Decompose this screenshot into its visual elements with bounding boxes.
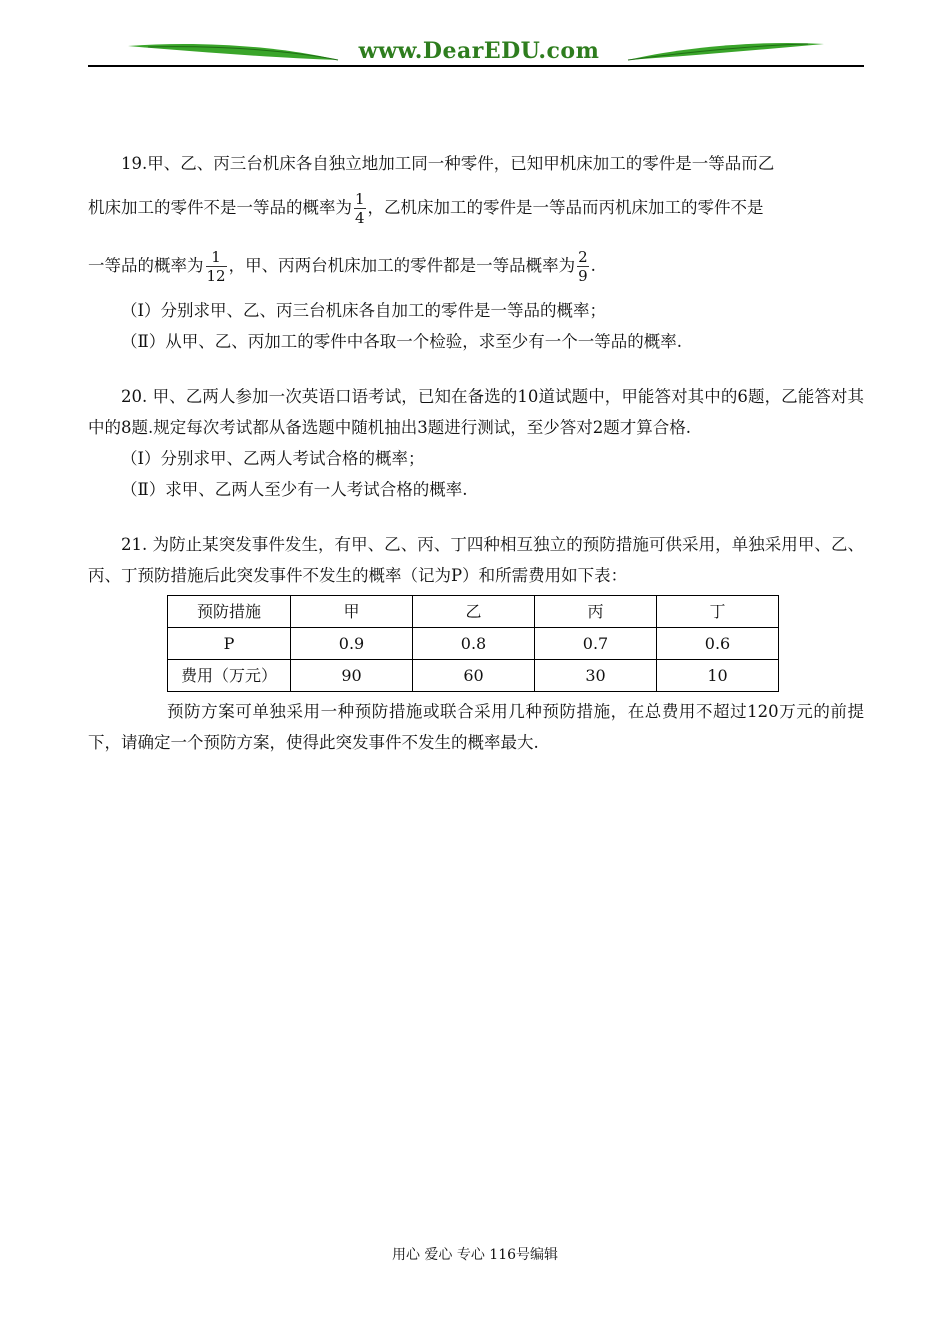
- site-logo[interactable]: www.DearEDU.com: [358, 38, 600, 64]
- frac-den: 9: [578, 267, 588, 285]
- table-cell: 费用（万元）: [168, 660, 291, 692]
- table-cell: 甲: [291, 596, 413, 628]
- table-cell: 丁: [657, 596, 779, 628]
- frac-num: 2: [578, 248, 588, 266]
- q19-part-1: （Ⅰ）分别求甲、乙、丙三台机床各自加工的零件是一等品的概率；: [121, 301, 607, 320]
- document-body: [88, 148, 864, 758]
- q19-line-3: [88, 237, 864, 295]
- table-cell: 60: [413, 660, 535, 692]
- q19-line-2: [88, 179, 864, 237]
- frac-num: 1: [206, 248, 227, 267]
- table-cell: 0.8: [413, 628, 535, 660]
- q19-text-c: 一等品的概率为: [88, 256, 204, 275]
- table-cell: 10: [657, 660, 779, 692]
- fraction-2-9: [577, 248, 589, 285]
- q21-after-text: 预防方案可单独采用一种预防措施或联合采用几种预防措施，在总费用不超过120万元的前提下，请确定一个预防方案，使得此突发事件不发生的概率最大.: [88, 702, 864, 752]
- q20-part-2: （Ⅱ）求甲、乙两人至少有一人考试合格的概率.: [121, 480, 468, 499]
- q19-text-b: ，乙机床加工的零件是一等品而丙机床加工的零件不是: [367, 198, 764, 217]
- table-cell: 0.7: [535, 628, 657, 660]
- fraction-1-4: [354, 190, 366, 227]
- table-cell: 30: [535, 660, 657, 692]
- table-cell: 丙: [535, 596, 657, 628]
- q20-part-1: （Ⅰ）分别求甲、乙两人考试合格的概率；: [121, 449, 425, 468]
- q19-part-2: （Ⅱ）从甲、乙、丙加工的零件中各取一个检验，求至少有一个一等品的概率.: [121, 332, 682, 351]
- q19-line-1: 19.甲、乙、丙三台机床各自独立地加工同一种零件，已知甲机床加工的零件是一等品而乙: [121, 154, 775, 173]
- q19-text-a: 机床加工的零件不是一等品的概率为: [88, 198, 352, 217]
- spacer: [88, 357, 864, 381]
- q21-text: 21. 为防止某突发事件发生，有甲、乙、丙、丁四种相互独立的预防措施可供采用，单独采用甲、乙、丙、丁预防措施后此突发事件不发生的概率（记为P）和所需费用如下表：: [88, 535, 864, 585]
- table-cell: 0.6: [657, 628, 779, 660]
- table-cell: 0.9: [291, 628, 413, 660]
- spacer: [88, 505, 864, 529]
- question-20: [88, 381, 864, 505]
- table-cell: P: [168, 628, 291, 660]
- q20-text: 20. 甲、乙两人参加一次英语口语考试，已知在备选的10道试题中，甲能答对其中的6题，乙能答对其中的8题.规定每次考试都从备选题中随机抽出3题进行测试，至少答对2题才算合格.: [88, 387, 864, 437]
- measures-table: [167, 595, 779, 692]
- page-footer: 用心 爱心 专心 116号编辑: [391, 1247, 559, 1263]
- question-21: [88, 529, 864, 758]
- frac-den: 4: [355, 209, 365, 227]
- table-cell: 预防措施: [168, 596, 291, 628]
- table-header-row: [168, 596, 779, 628]
- table-row: [168, 628, 779, 660]
- frac-num: 1: [355, 190, 365, 208]
- q19-text-d: ，甲、丙两台机床加工的零件都是一等品概率为: [228, 256, 576, 275]
- table-cell: 乙: [413, 596, 535, 628]
- table-cell: 90: [291, 660, 413, 692]
- fraction-1-12: [206, 248, 227, 285]
- frac-den: 12: [206, 267, 226, 285]
- question-19: [88, 148, 864, 357]
- table-row: [168, 660, 779, 692]
- header-rule: [88, 65, 864, 67]
- page-header: [88, 36, 864, 68]
- q19-text-e: .: [590, 256, 596, 275]
